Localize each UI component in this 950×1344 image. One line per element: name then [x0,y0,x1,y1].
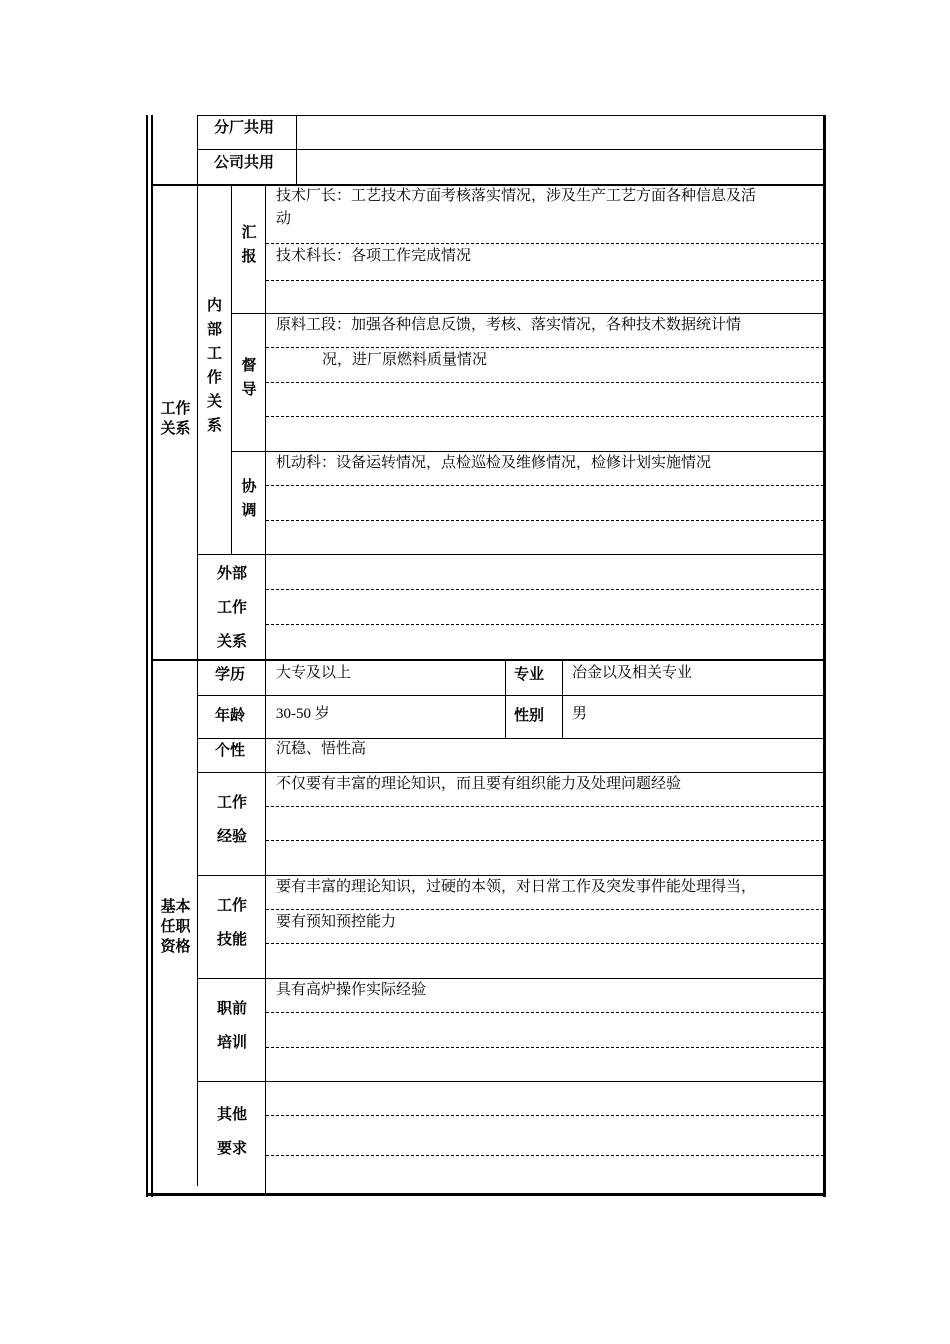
skills-dash-1 [266,909,824,910]
external-dash-1 [266,589,824,590]
row-line-training [197,1081,825,1082]
col-line-major-label [505,661,506,739]
report-dash-1 [266,243,824,244]
supervise-dash-1 [266,347,824,348]
frame-right [823,115,826,1197]
report-line-2: 技术科长：各项工作完成情况 [276,248,472,264]
training-value: 具有高炉操作实际经验 [276,982,427,998]
education-label: 学历 [215,665,246,683]
frame-left-inner [151,115,153,1197]
work-relations-label: 工作 关系 [160,399,191,437]
frame-top [197,115,826,116]
skills-label: 工作 技能 [216,896,247,948]
supervise-dash-3 [266,416,824,417]
coordinate-label: 协 调 [241,477,257,519]
branch-shared-label: 分厂共用 [214,118,275,136]
personality-value: 沉稳、悟性高 [276,741,367,757]
age-value: 30-50 岁 [276,706,330,722]
training-dash-2 [266,1047,824,1048]
frame-bottom [146,1193,826,1196]
col-line-top-value [296,115,297,185]
experience-dash-1 [266,806,824,807]
training-label: 职前 培训 [216,999,247,1051]
external-relations-label: 外部 工作 关系 [216,564,247,650]
age-label: 年龄 [215,706,246,724]
supervise-label: 督 导 [241,356,257,398]
report-line-1-cont: 动 [276,211,292,227]
report-label: 汇 报 [241,223,257,265]
skills-dash-2 [266,943,824,944]
experience-value: 不仅要有丰富的理论知识，而且要有组织能力及处理问题经验 [276,776,682,792]
experience-label: 工作 经验 [216,793,247,845]
row-line-branch [197,149,826,150]
qualifications-label: 基本 任职 资格 [160,897,191,955]
row-line-coordinate [197,554,825,555]
external-dash-2 [266,624,824,625]
skills-line-1: 要有丰富的理论知识，过硬的本领，对日常工作及突发事件能处理得当， [276,879,757,895]
col-line-major-value [562,661,563,739]
skills-line-2: 要有预知预控能力 [276,914,397,930]
internal-relations-label: 内 部 工 作 关 系 [206,296,222,434]
major-value: 冶金以及相关专业 [572,665,693,681]
personality-label: 个性 [215,741,246,759]
coordinate-dash-1 [266,485,824,486]
coordinate-dash-2 [266,520,824,521]
coordinate-line-1: 机动科：设备运转情况，点检巡检及维修情况，检修计划实施情况 [276,455,712,471]
report-line-1: 技术厂长：工艺技术方面考核落实情况，涉及生产工艺方面各种信息及活 [276,188,757,204]
col-line-label [197,115,198,185]
report-dash-2 [266,280,824,281]
other-dash-1 [266,1115,824,1116]
major-label: 专业 [514,665,545,683]
company-shared-label: 公司共用 [214,153,275,171]
supervise-line-1: 原料工段：加强各种信息反馈，考核、落实情况，各种技术数据统计情 [276,317,742,333]
section-divider-2 [153,659,826,661]
training-dash-1 [266,1012,824,1013]
gender-label: 性别 [514,706,545,724]
frame-left-outer [146,115,148,1197]
gender-value: 男 [572,706,588,722]
supervise-dash-2 [266,382,824,383]
supervise-line-1-cont: 况，进厂原燃料质量情况 [322,352,488,368]
other-dash-2 [266,1155,824,1156]
experience-dash-2 [266,840,824,841]
row-line-education [197,695,825,696]
other-label: 其他 要求 [216,1105,247,1157]
education-value: 大专及以上 [276,665,352,681]
